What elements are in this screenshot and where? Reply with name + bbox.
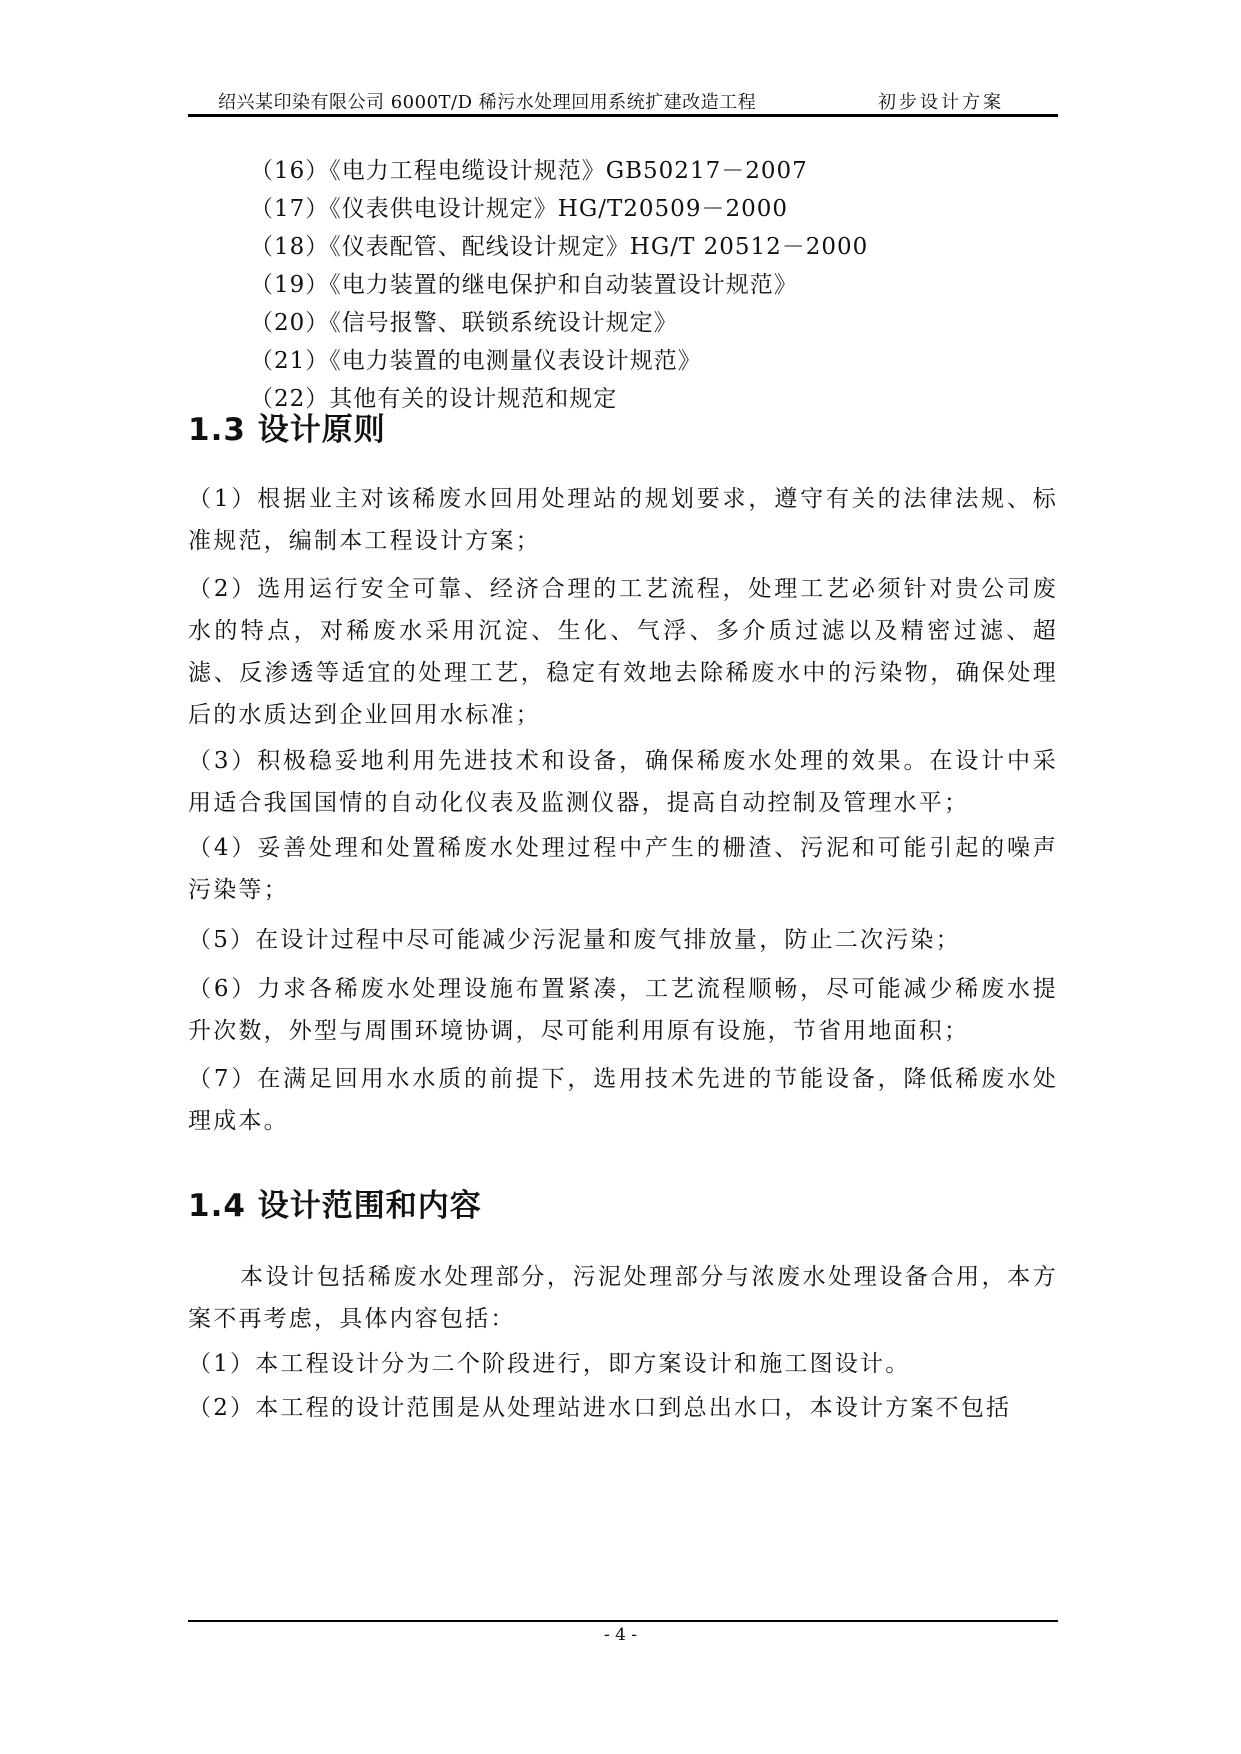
header-stage-label: 初步设计方案 [878,92,1004,113]
header-rule [188,114,1058,117]
principle-item-6: （6）力求各稀废水处理设施布置紧凑，工艺流程顺畅，尽可能减少稀废水提升次数，外型与周围环境协调，尽可能利用原有设施，节省用地面积； [188,976,1058,1044]
principle-item-4: （4）妥善处理和处置稀废水处理过程中产生的栅渣、污泥和可能引起的噪声污染等； [188,835,1058,903]
scope-item-1: （1）本工程设计分为二个阶段进行，即方案设计和施工图设计。 [188,1351,911,1377]
section-heading-1-3: 1.3 设计原则 [188,412,386,448]
header-project-title: 绍兴某印染有限公司 6000T/D 稀污水处理回用系统扩建改造工程 [218,92,757,113]
reference-item: （22）其他有关的设计规范和规定 [250,386,618,412]
principle-item-1: （1）根据业主对该稀废水回用处理站的规划要求，遵守有关的法律法规、标准规范，编制本工程设计方案； [188,486,1058,554]
section-heading-1-4: 1.4 设计范围和内容 [188,1188,482,1224]
principle-item-5: （5）在设计过程中尽可能减少污泥量和废气排放量，防止二次污染； [188,927,961,953]
scope-item-2: （2）本工程的设计范围是从处理站进水口到总出水口，本设计方案不包括 [188,1395,1012,1421]
reference-item: （21）《电力装置的电测量仪表设计规范》 [250,348,702,374]
reference-item: （20）《信号报警、联锁系统设计规定》 [250,310,678,336]
reference-item: （19）《电力装置的继电保护和自动装置设计规范》 [250,272,798,298]
page-header [188,86,1058,116]
principle-item-7: （7）在满足回用水水质的前提下，选用技术先进的节能设备，降低稀废水处理成本。 [188,1066,1058,1134]
reference-item: （18）《仪表配管、配线设计规定》HG/T 20512－2000 [250,234,869,260]
page-number: - 4 - [603,1625,638,1645]
principle-item-3: （3）积极稳妥地利用先进技术和设备，确保稀废水处理的效果。在设计中采用适合我国国情的自动化仪表及监测仪器，提高自动控制及管理水平； [188,748,1058,816]
reference-list [250,152,868,418]
footer-rule [188,1620,1058,1622]
reference-item: （17）《仪表供电设计规定》HG/T20509－2000 [250,196,788,222]
reference-item: （16）《电力工程电缆设计规范》GB50217－2007 [250,158,808,184]
scope-intro: 本设计包括稀废水处理部分，污泥处理部分与浓废水处理设备合用，本方案不再考虑，具体内容包括： [188,1264,1058,1332]
principle-item-2: （2）选用运行安全可靠、经济合理的工艺流程，处理工艺必须针对贵公司废水的特点，对稀废水采用沉淀、生化、气浮、多介质过滤以及精密过滤、超滤、反渗透等适宜的处理工艺，稳定有效地去除稀废水中的污染物，确保处理后的水质达到企业回用水标准； [188,576,1058,728]
